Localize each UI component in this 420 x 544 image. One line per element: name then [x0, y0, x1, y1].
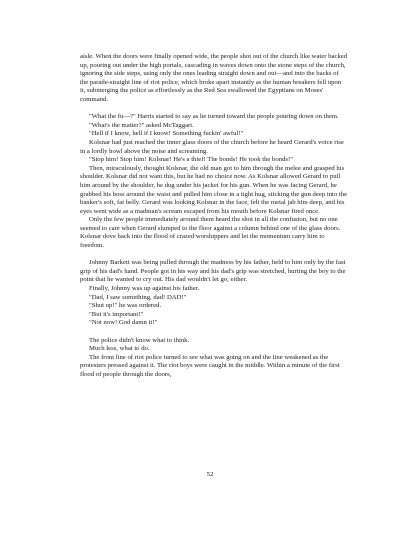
- paragraph: aisle. When the doors were finally opened wide, the people shot out of the church like water backed up, pouring out under the high portals, cascading in waves down onto the stone steps of the church, ignoring the side steps, using only the ones leading straight down and out—and into the backs of the parade-straight line of riot police, which broke apart instantly as the human breakers fell upon it, submerging the police as effortlessly as the Red Sea swallowed the Egyptians on Moses' command.: [80, 53, 348, 103]
- paragraph: Kolsnar had just reached the inner glass doors of the church before he heard Gerard's voice rise in a lordly howl above the noise and screaming.: [80, 138, 344, 155]
- paragraph: The police didn't know what to think.: [89, 336, 190, 344]
- paragraph: "Shut up!" he was ordered.: [89, 302, 162, 310]
- paragraph: "Stop him! Stop him! Kolsnar! He's a thief! The bonds! He took the bonds!": [89, 156, 293, 164]
- page-body: [80, 53, 348, 380]
- paragraph: Much less, what to do.: [89, 345, 150, 353]
- paragraph: "Not now! God damn it!": [89, 319, 158, 327]
- paragraph-gap: [80, 105, 348, 114]
- paragraph: Only the few people immediately around them heard the shot in all the confusion, but no one seemed to care when Gerard slumped to the floor against a column behind one of the glass doors. Kolsnar dove back into the flood of crazed worshippers and let the momentum carry him to freedom.: [80, 216, 341, 250]
- paragraph: "But it's important!": [89, 310, 144, 318]
- paragraph: "What the fu—?" Harris started to say as he turned toward the people pouring down on them.: [89, 113, 339, 121]
- paragraph: The front line of riot police turned to see what was going on and the line weakened as the protesters pressed against it. The riot boys were caught in the middle. Within a minute of the first flood of people through the doors,: [80, 353, 340, 378]
- paragraph-gap: [80, 328, 348, 337]
- paragraph: "What's the matter?" asked McTaggart.: [89, 121, 194, 129]
- paragraph: Then, miraculously, thought Kolsnar, the old man got to him through the melee and grasped his shoulder. Kolsnar did not want this, but he had no choice now. As Kolsnar allowed Gerard to pull him around by the shoulder, he dug under his jacket for his gun. When he was facing Gerard, he grabbed his boss around the waist and pulled him close in a tight hug, sticking the gun deep into the banker's soft, fat belly. Gerard was looking Kolsnar in the face, felt the metal jab him deep, and his eyes went wide as a madman's scream escaped from his mouth before Kolsnar fired once.: [80, 164, 348, 215]
- paragraph: "Hell if I know, hell if I know! Something fuckin' awful!": [89, 130, 244, 138]
- paragraph: "Dad, I saw something, dad! DAD!": [89, 293, 187, 301]
- paragraph-gap: [80, 251, 348, 260]
- page-number: 52: [206, 471, 214, 478]
- paragraph: Johnny Barkett was being pulled through the madness by his father, held to him only by the fast grip of his dad's hand. People got in his way and his dad's grip was stretched, hurting the boy to the point that he wanted to cry out. His dad wouldn't let go, either.: [80, 259, 346, 284]
- paragraph: Finally, Johnny was up against his father.: [89, 285, 200, 293]
